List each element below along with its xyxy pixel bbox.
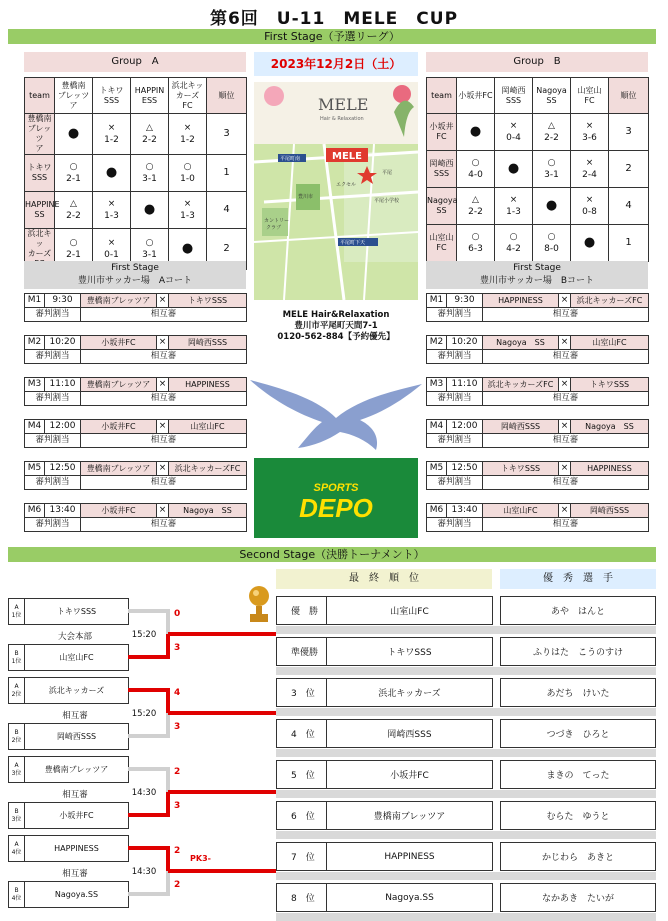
map-label-4: 豊川市 <box>298 194 314 200</box>
match-time: 10:20 <box>45 336 81 350</box>
team-column-header: 豊橋南 ブレッツ ア <box>55 78 93 114</box>
map-label-8: 平尾小学校 <box>374 198 400 204</box>
match-time: 13:40 <box>45 504 81 518</box>
map-label-0: 平尾町南 <box>280 156 301 162</box>
bracket-team-name: 豊橋南ブレッツア <box>25 757 129 783</box>
match-number: M6 <box>25 504 45 518</box>
depo-line2: DEPO <box>299 493 373 523</box>
group-a-header: Group A <box>24 52 246 72</box>
rank-cell: 2 <box>609 151 649 188</box>
vs-mark: × <box>157 336 169 350</box>
rank-cell: 2 <box>207 229 247 270</box>
second-stage-band: Second Stage（決勝トーナメント） <box>8 547 656 562</box>
result-cell: △ 2-2 <box>131 114 169 155</box>
team-column-header: 岡崎西 SSS <box>495 78 533 114</box>
bracket-score: 3 <box>174 643 181 653</box>
vs-mark: × <box>559 420 571 434</box>
referee-label: 審判割当 <box>25 518 81 532</box>
result-cell: △ 2-2 <box>533 114 571 151</box>
match-number: M3 <box>25 378 45 392</box>
referee-label: 審判割当 <box>427 434 483 448</box>
row-team-name: 山室山 FC <box>427 225 457 262</box>
team-column-header: HAPPIN ESS <box>131 78 169 114</box>
rank-position: 8 位 <box>277 884 327 912</box>
bracket-time: 14:30 <box>131 788 157 798</box>
map-label-7: 平尾町下天 <box>340 240 366 246</box>
result-cell: × 1-2 <box>93 114 131 155</box>
referee-value: 相互審 <box>483 350 649 364</box>
result-cell: × 3-6 <box>571 114 609 151</box>
result-cell: ● <box>131 192 169 229</box>
bracket-score: 3 <box>174 722 181 732</box>
result-cell: × 1-2 <box>169 114 207 155</box>
result-cell: ○ 1-0 <box>169 155 207 192</box>
result-cell: × 0-4 <box>495 114 533 151</box>
match-time: 10:20 <box>447 336 483 350</box>
referee-value: 相互審 <box>81 518 247 532</box>
referee-value: 相互審 <box>81 476 247 490</box>
referee-label: 審判割当 <box>427 392 483 406</box>
home-team: 山室山FC <box>483 504 559 518</box>
bracket-seed: B 4位 <box>9 882 25 908</box>
referee-value: 相互審 <box>81 434 247 448</box>
rank-position: 6 位 <box>277 802 327 830</box>
referee-label: 審判割当 <box>25 476 81 490</box>
rank-team: 浜北キッカーズ <box>327 679 493 707</box>
bracket-score: 2 <box>174 767 181 777</box>
result-cell: × 0-1 <box>93 229 131 270</box>
match-time: 12:50 <box>45 462 81 476</box>
away-team: 山室山FC <box>169 420 247 434</box>
result-cell: × 0-8 <box>571 188 609 225</box>
mvp-player: ふりはた こうのすけ <box>501 638 656 666</box>
map-label-1: MELE <box>332 151 362 162</box>
match-number: M2 <box>427 336 447 350</box>
final-rank-header: 最 終 順 位 <box>276 569 492 589</box>
bracket-score: 2 <box>174 880 181 890</box>
first-stage-band: First Stage（予選リーグ） <box>8 29 656 44</box>
rank-cell: 1 <box>609 225 649 262</box>
bracket-score: 0 <box>174 609 181 619</box>
rank-position: 4 位 <box>277 720 327 748</box>
match-number: M1 <box>427 294 447 308</box>
mvp-player: まきの てった <box>501 761 656 789</box>
bracket-score: 2 <box>174 846 181 856</box>
col-rank-header: 順位 <box>207 78 247 114</box>
map-label-3: エクセル <box>336 182 357 188</box>
referee-label: 審判割当 <box>25 350 81 364</box>
schedule-a-venue: 豊川市サッカー場 Aコート <box>78 276 192 286</box>
page-title: 第6回 U-11 MELE CUP <box>209 9 459 29</box>
vs-mark: × <box>559 462 571 476</box>
result-cell: ○ 6-3 <box>457 225 495 262</box>
team-column-header: 浜北キッ カーズ FC <box>169 78 207 114</box>
bracket-referee: 相互審 <box>62 869 88 879</box>
bracket-referee: 大会本部 <box>57 632 92 642</box>
result-cell: ● <box>169 229 207 270</box>
away-team: HAPPINESS <box>169 378 247 392</box>
referee-label: 審判割当 <box>25 308 81 322</box>
mvp-player: あや はんと <box>501 597 656 625</box>
referee-value: 相互審 <box>81 350 247 364</box>
col-team-header: team <box>427 78 457 114</box>
rank-team: HAPPINESS <box>327 843 493 871</box>
result-cell: × 1-3 <box>93 192 131 229</box>
bracket-time: 15:20 <box>131 709 157 719</box>
result-cell: ● <box>55 114 93 155</box>
rank-team: 山室山FC <box>327 597 493 625</box>
schedule-b-venue: 豊川市サッカー場 Bコート <box>480 276 594 286</box>
team-column-header: 山室山 FC <box>571 78 609 114</box>
result-cell: ○ 2-1 <box>55 229 93 270</box>
referee-value: 相互審 <box>483 392 649 406</box>
match-number: M3 <box>427 378 447 392</box>
bracket-team-name: Nagoya.SS <box>25 882 129 908</box>
home-team: トキワSSS <box>483 462 559 476</box>
event-date: 2023年12月2日（土） <box>254 52 418 76</box>
bracket-seed: A 3位 <box>9 757 25 783</box>
map-label-6: クラブ <box>266 225 282 231</box>
bracket-team-name: 小坂井FC <box>25 803 129 829</box>
referee-value: 相互審 <box>483 518 649 532</box>
result-cell: ○ 3-1 <box>131 229 169 270</box>
photo-sub-text: Hair & Relaxation <box>320 116 364 122</box>
rank-team: Nagoya.SS <box>327 884 493 912</box>
home-team: 浜北キッカーズFC <box>483 378 559 392</box>
bracket-seed: A 2位 <box>9 678 25 704</box>
bracket-referee: 相互審 <box>62 711 88 721</box>
team-column-header: トキワ SSS <box>93 78 131 114</box>
result-cell: × 2-4 <box>571 151 609 188</box>
match-number: M4 <box>25 420 45 434</box>
home-team: HAPPINESS <box>483 294 559 308</box>
team-column-header: 小坂井FC <box>457 78 495 114</box>
referee-label: 審判割当 <box>427 476 483 490</box>
row-team-name: 豊橋南 ブレッツ ア <box>25 114 55 155</box>
mvp-player: なかあき たいが <box>501 884 656 912</box>
map-label-2: 平尾 <box>382 170 393 176</box>
rank-team: トキワSSS <box>327 638 493 666</box>
bracket-score: 3 <box>174 801 181 811</box>
rank-team: 岡崎西SSS <box>327 720 493 748</box>
map-label-5: カントリー <box>264 218 290 224</box>
photo-logo-text: MELE <box>318 95 369 114</box>
bracket-time: 15:20 <box>131 630 157 640</box>
match-time: 9:30 <box>447 294 483 308</box>
away-team: トキワSSS <box>571 378 649 392</box>
vs-mark: × <box>157 420 169 434</box>
bracket-seed: B 1位 <box>9 645 25 671</box>
match-time: 11:10 <box>45 378 81 392</box>
sponsor-phone: 0120-562-884【予約優先】 <box>277 332 395 342</box>
referee-label: 審判割当 <box>427 350 483 364</box>
team-column-header: Nagoya SS <box>533 78 571 114</box>
home-team: 岡崎西SSS <box>483 420 559 434</box>
result-cell: × 1-3 <box>169 192 207 229</box>
away-team: トキワSSS <box>169 294 247 308</box>
result-cell: ○ 4-0 <box>457 151 495 188</box>
bracket-team-name: 岡崎西SSS <box>25 724 129 750</box>
home-team: Nagoya SS <box>483 336 559 350</box>
referee-value: 相互審 <box>483 308 649 322</box>
result-cell: ● <box>571 225 609 262</box>
result-cell: ○ 2-1 <box>55 155 93 192</box>
group-b-header: Group B <box>426 52 648 72</box>
result-cell: △ 2-2 <box>55 192 93 229</box>
rank-cell: 1 <box>207 155 247 192</box>
row-team-name: 岡崎西 SSS <box>427 151 457 188</box>
bracket-seed: A 1位 <box>9 599 25 625</box>
vs-mark: × <box>157 462 169 476</box>
referee-value: 相互審 <box>483 476 649 490</box>
referee-value: 相互審 <box>483 434 649 448</box>
match-number: M5 <box>25 462 45 476</box>
rank-position: 5 位 <box>277 761 327 789</box>
referee-label: 審判割当 <box>25 392 81 406</box>
bracket-team-name: トキワSSS <box>25 599 129 625</box>
rank-position: 優 勝 <box>277 597 327 625</box>
bracket-seed: B 3位 <box>9 803 25 829</box>
mvp-player: かじわら あきと <box>501 843 656 871</box>
row-team-name: HAPPINE SS <box>25 192 55 229</box>
rank-cell: 4 <box>207 192 247 229</box>
bracket-seed: A 4位 <box>9 836 25 862</box>
referee-label: 審判割当 <box>25 434 81 448</box>
row-team-name: 浜北キッ カーズ <box>25 229 55 270</box>
rank-team: 小坂井FC <box>327 761 493 789</box>
match-number: M4 <box>427 420 447 434</box>
bracket-seed: B 2位 <box>9 724 25 750</box>
away-team: HAPPINESS <box>571 462 649 476</box>
result-cell: ● <box>533 188 571 225</box>
match-time: 12:00 <box>45 420 81 434</box>
result-cell: ○ 8-0 <box>533 225 571 262</box>
match-number: M5 <box>427 462 447 476</box>
result-cell: ○ 3-1 <box>533 151 571 188</box>
schedule-a-title: First Stage <box>111 263 159 273</box>
referee-label: 審判割当 <box>427 308 483 322</box>
away-team: 浜北キッカーズFC <box>169 462 247 476</box>
bracket-pk: PK3- <box>190 854 211 863</box>
away-team: 岡崎西SSS <box>169 336 247 350</box>
result-cell: ● <box>457 114 495 151</box>
depo-line1: SPORTS <box>313 482 359 494</box>
vs-mark: × <box>157 504 169 518</box>
mvp-player: つづき ひろと <box>501 720 656 748</box>
vs-mark: × <box>157 378 169 392</box>
bracket-team-name: 浜北キッカーズ <box>25 678 129 704</box>
mvp-header: 優 秀 選 手 <box>500 569 656 589</box>
result-cell: ● <box>93 155 131 192</box>
bracket-team-name: 山室山FC <box>25 645 129 671</box>
col-team-header: team <box>25 78 55 114</box>
bracket-referee: 相互審 <box>62 790 88 800</box>
mvp-player: あだち けいた <box>501 679 656 707</box>
sponsor-name: MELE Hair&Relaxation <box>282 310 390 320</box>
row-team-name: 小坂井FC <box>427 114 457 151</box>
home-team: 小坂井FC <box>81 504 157 518</box>
rank-position: 3 位 <box>277 679 327 707</box>
match-time: 12:00 <box>447 420 483 434</box>
rank-team: 豊橋南ブレッツア <box>327 802 493 830</box>
match-time: 11:10 <box>447 378 483 392</box>
away-team: 岡崎西SSS <box>571 504 649 518</box>
row-team-name: Nagoya SS <box>427 188 457 225</box>
referee-value: 相互審 <box>81 392 247 406</box>
mvp-player: むらた ゆうと <box>501 802 656 830</box>
sponsor-address: 豊川市平尾町天間7-1 <box>294 321 378 331</box>
referee-label: 審判割当 <box>427 518 483 532</box>
rank-position: 準優勝 <box>277 638 327 666</box>
away-team: Nagoya SS <box>571 420 649 434</box>
away-team: 山室山FC <box>571 336 649 350</box>
vs-mark: × <box>157 294 169 308</box>
result-cell: △ 2-2 <box>457 188 495 225</box>
vs-mark: × <box>559 294 571 308</box>
vs-mark: × <box>559 336 571 350</box>
bracket-score: 4 <box>174 688 181 698</box>
match-time: 13:40 <box>447 504 483 518</box>
match-number: M2 <box>25 336 45 350</box>
vs-mark: × <box>559 378 571 392</box>
bracket-team-name: HAPPINESS <box>25 836 129 862</box>
home-team: 豊橋南ブレッツア <box>81 294 157 308</box>
match-time: 12:50 <box>447 462 483 476</box>
rank-cell: 4 <box>609 188 649 225</box>
match-time: 9:30 <box>45 294 81 308</box>
result-cell: × 1-3 <box>495 188 533 225</box>
vs-mark: × <box>559 504 571 518</box>
result-cell: ● <box>495 151 533 188</box>
away-team: Nagoya SS <box>169 504 247 518</box>
match-number: M6 <box>427 504 447 518</box>
home-team: 豊橋南ブレッツア <box>81 462 157 476</box>
bracket-time: 14:30 <box>131 867 157 877</box>
row-team-name: トキワSSS <box>25 155 55 192</box>
rank-position: 7 位 <box>277 843 327 871</box>
schedule-b-title: First Stage <box>513 263 561 273</box>
match-number: M1 <box>25 294 45 308</box>
result-cell: ○ 3-1 <box>131 155 169 192</box>
away-team: 浜北キッカーズFC <box>571 294 649 308</box>
home-team: 小坂井FC <box>81 336 157 350</box>
referee-value: 相互審 <box>81 308 247 322</box>
home-team: 小坂井FC <box>81 420 157 434</box>
col-rank-header: 順位 <box>609 78 649 114</box>
rank-cell: 3 <box>609 114 649 151</box>
home-team: 豊橋南ブレッツア <box>81 378 157 392</box>
result-cell: ○ 4-2 <box>495 225 533 262</box>
rank-cell: 3 <box>207 114 247 155</box>
